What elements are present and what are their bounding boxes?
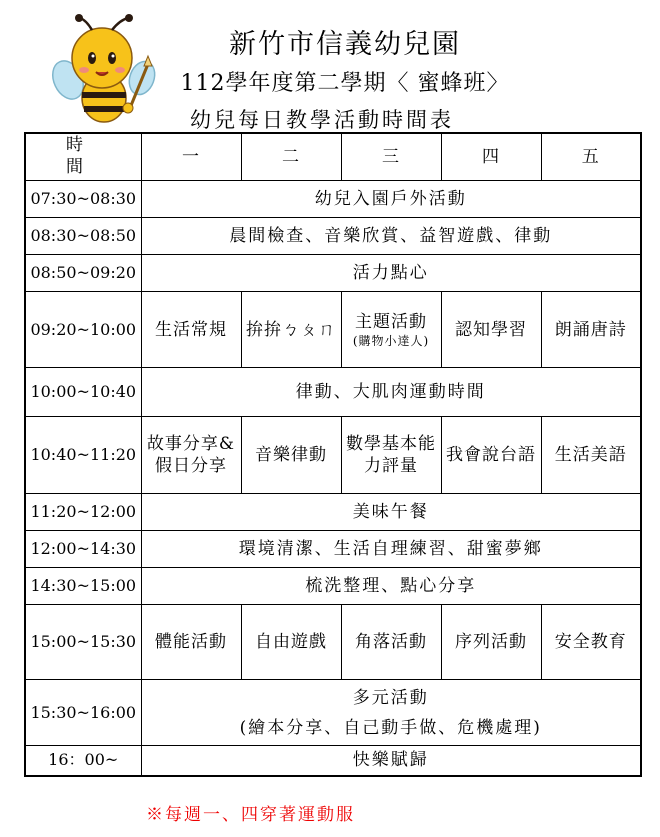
day-header-wed: 三 — [341, 133, 441, 181]
day-header-mon: 一 — [141, 133, 241, 181]
activity-cell-wed: 數學基本能力評量 — [341, 417, 441, 494]
time-slot: 14:30~15:00 — [25, 568, 141, 605]
multi-activity-label: 多元活動 — [352, 687, 429, 708]
activity-cell-thu: 我會說台語 — [441, 417, 541, 494]
schedule-table — [24, 132, 642, 777]
activity-cell-mon: 生活常規 — [141, 292, 241, 368]
time-slot: 15:30~16:00 — [25, 680, 141, 746]
activity-cell: 梳洗整理、點心分享 — [141, 568, 641, 605]
activity-cell: 快樂賦歸 — [141, 746, 641, 776]
table-row — [25, 417, 641, 494]
time-slot: 11:20~12:00 — [25, 494, 141, 531]
day-header-thu: 四 — [441, 133, 541, 181]
theme-activity-label: 主題活動 — [355, 311, 427, 332]
table-row — [25, 368, 641, 417]
day-header-tue: 二 — [241, 133, 341, 181]
time-slot: 07:30~08:30 — [25, 181, 141, 218]
time-column-header: 時 間 — [25, 133, 141, 181]
activity-cell-thu: 序列活動 — [441, 605, 541, 680]
table-row — [25, 181, 641, 218]
table-row — [25, 568, 641, 605]
activity-cell-fri: 安全教育 — [541, 605, 641, 680]
activity-cell-tue: 自由遊戲 — [241, 605, 341, 680]
table-row — [25, 292, 641, 368]
activity-cell-tue: 音樂律動 — [241, 417, 341, 494]
school-name: 新竹市信義幼兒園 — [229, 29, 461, 60]
table-row — [25, 531, 641, 568]
table-row — [25, 218, 641, 255]
activity-cell-wed: 角落活動 — [341, 605, 441, 680]
activity-cell-tue: 拚拚ㄅㄆㄇ — [241, 292, 341, 368]
activity-cell — [141, 680, 641, 746]
time-slot: 08:50~09:20 — [25, 255, 141, 292]
multi-activity-detail: (繪本分享、自己動手做、危機處理) — [239, 717, 542, 738]
activity-cell: 律動、大肌肉運動時間 — [141, 368, 641, 417]
table-row — [25, 605, 641, 680]
activity-cell-mon: 體能活動 — [141, 605, 241, 680]
activity-cell: 活力點心 — [141, 255, 641, 292]
time-slot: 10:40~11:20 — [25, 417, 141, 494]
table-row — [25, 680, 641, 746]
time-slot: 15:00~15:30 — [25, 605, 141, 680]
activity-cell-wed — [341, 292, 441, 368]
day-header-fri: 五 — [541, 133, 641, 181]
activity-cell: 美味午餐 — [141, 494, 641, 531]
table-row — [25, 746, 641, 776]
time-slot: 08:30~08:50 — [25, 218, 141, 255]
activity-cell: 晨間檢查、音樂欣賞、益智遊戲、律動 — [141, 218, 641, 255]
class-term: 112學年度第二學期〈 蜜蜂班〉 — [180, 71, 510, 96]
activity-cell-thu: 認知學習 — [441, 292, 541, 368]
time-slot: 12:00~14:30 — [25, 531, 141, 568]
time-slot: 09:20~10:00 — [25, 292, 141, 368]
schedule-title: 幼兒每日教學活動時間表 — [190, 108, 454, 132]
activity-cell: 幼兒入園戶外活動 — [141, 181, 641, 218]
header-row — [25, 133, 641, 181]
time-slot: 10:00~10:40 — [25, 368, 141, 417]
uniform-note: ※每週一、四穿著運動服 — [146, 805, 355, 825]
activity-cell: 環境清潔、生活自理練習、甜蜜夢鄉 — [141, 531, 641, 568]
table-row — [25, 255, 641, 292]
activity-cell-fri: 生活美語 — [541, 417, 641, 494]
theme-activity-note: (購物小達人) — [352, 333, 430, 348]
activity-cell-mon: 故事分享&假日分享 — [141, 417, 241, 494]
time-slot: 16：00~ — [25, 746, 141, 776]
activity-cell-fri: 朗誦唐詩 — [541, 292, 641, 368]
table-row — [25, 494, 641, 531]
